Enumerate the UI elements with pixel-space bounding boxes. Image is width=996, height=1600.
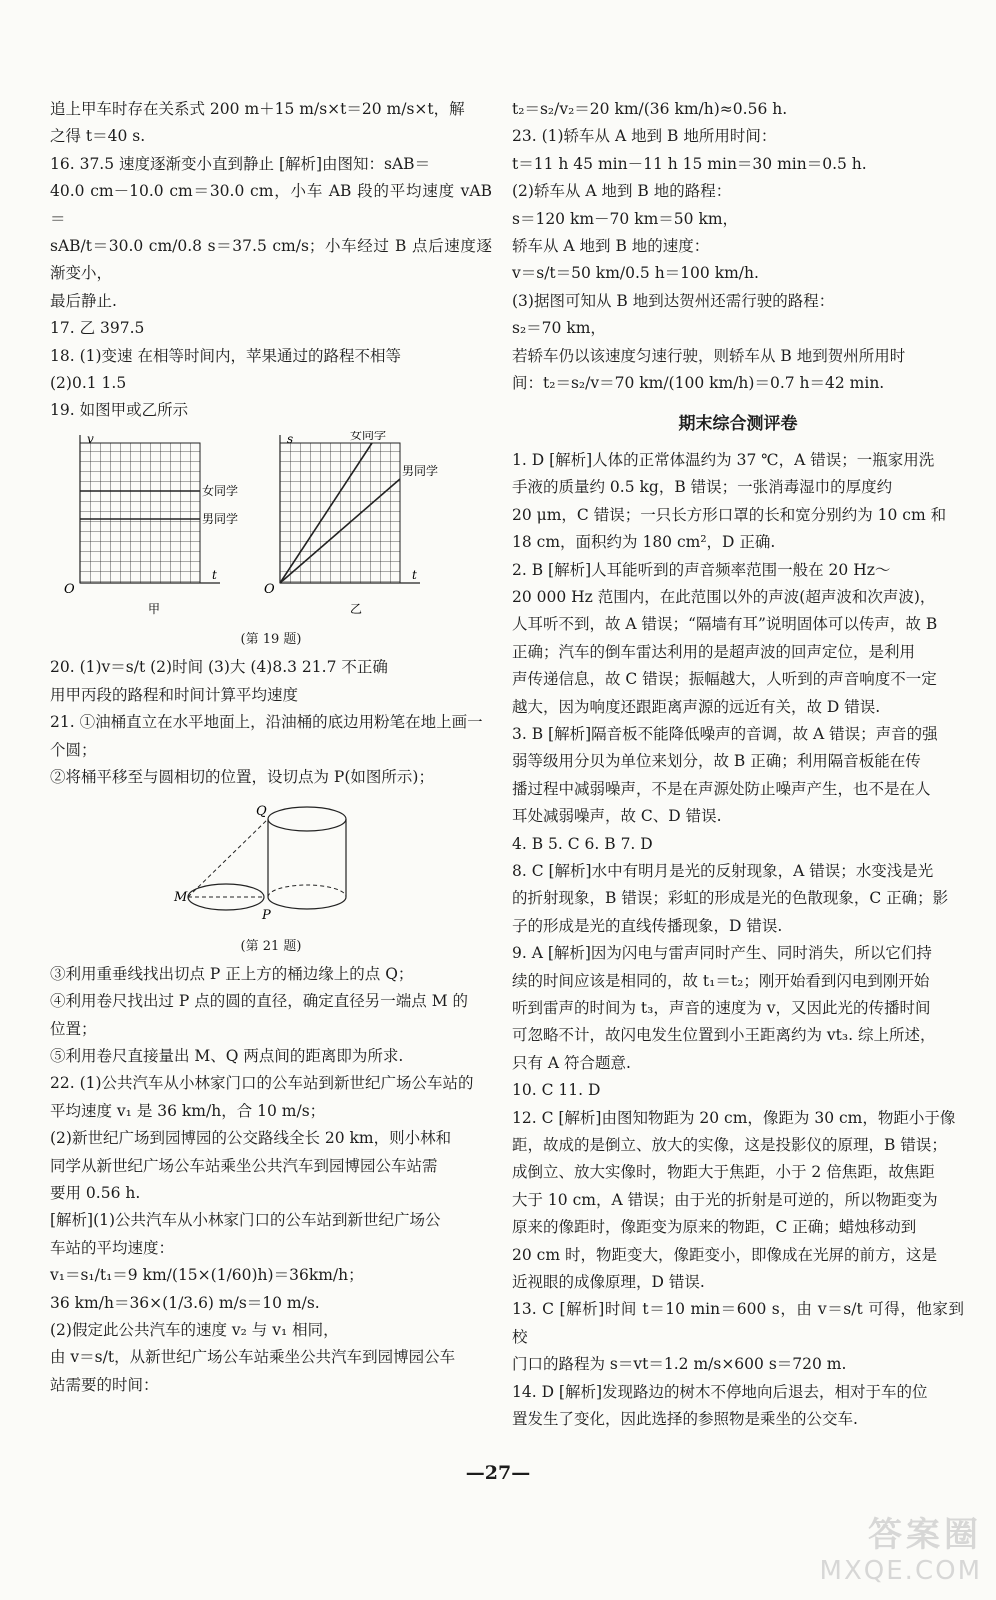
- subfig-label-jia: 甲: [148, 601, 161, 616]
- text-line: 平均速度 v₁ 是 36 km/h，合 10 m/s；: [50, 1101, 326, 1120]
- right-column: [512, 96, 964, 1434]
- axis-label-t: t: [212, 567, 217, 582]
- point-M-label: M: [174, 890, 188, 906]
- origin-label: O: [264, 581, 275, 597]
- text-line: 23. (1)轿车从 A 地到 B 地所用时间：: [512, 127, 777, 146]
- text-line: 13. C [解析]时间 t＝10 min＝600 s，由 v＝s/t 可得，他家到校: [512, 1300, 964, 1346]
- text-line: 置发生了变化，因此选择的参照物是乘坐的公交车.: [512, 1410, 858, 1429]
- text-line: ⑤利用卷尺直接量出 M、Q 两点间的距离即为所求.: [50, 1046, 404, 1065]
- text-line: 18. (1)变速 在相等时间内，苹果通过的路程不相等: [50, 346, 401, 365]
- text-line: t₂＝s₂/v₂＝20 km/(36 km/h)≈0.56 h.: [512, 100, 788, 118]
- text-line: 追上甲车时存在关系式 200 m＋15 m/s×t＝20 m/s×t，解: [50, 100, 465, 118]
- text-line: 若轿车仍以该速度匀速行驶，则轿车从 B 地到贺州所用时: [512, 346, 906, 365]
- text-line: (2)假定此公共汽车的速度 v₂ 与 v₁ 相同，: [50, 1321, 339, 1339]
- text-line: 距，故成的是倒立、放大的实像，这是投影仪的原理，B 错误；: [512, 1136, 947, 1155]
- figure-19-caption: (第 19 题): [240, 632, 302, 648]
- text-line: 声传递信息，故 C 错误；振幅越大，人听到的声音响度不一定: [512, 670, 937, 689]
- text-line: 20 μm，C 错误；一只长方形口罩的长和宽分别约为 10 cm 和: [512, 505, 947, 524]
- text-line: 18 cm，面积约为 180 cm²，D 正确.: [512, 533, 776, 552]
- text-line: ③利用重垂线找出切点 P 正上方的桶边缘上的点 Q；: [50, 964, 414, 983]
- text-line: 要用 0.56 h.: [50, 1183, 141, 1202]
- text-line: 大于 10 cm，A 错误；由于光的折射是可逆的，所以物距变为: [512, 1190, 938, 1209]
- text-line: 间：t₂＝s₂/v＝70 km/(100 km/h)＝0.7 h＝42 min.: [512, 374, 885, 393]
- text-line: 手液的质量约 0.5 kg，B 错误；一张消毒湿巾的厚度约: [512, 478, 893, 497]
- text-line: 1. D [解析]人体的正常体温约为 37 ℃，A 错误；一瓶家用洗: [512, 450, 935, 469]
- figure-21: [50, 797, 492, 956]
- text-line: 最后静止.: [50, 291, 117, 310]
- watermark-url: MXQE.COM: [819, 1556, 982, 1586]
- figure-19: [50, 431, 492, 650]
- text-line: v₁＝s₁/t₁＝9 km/(15×(1/60)h)＝36km/h；: [50, 1266, 364, 1285]
- text-line: 14. D [解析]发现路边的树木不停地向后退去，相对于车的位: [512, 1382, 928, 1401]
- text-line: 19. 如图甲或乙所示: [50, 401, 189, 420]
- text-line: 听到雷声的时间为 t₃，声音的速度为 v，又因此光的传播时间: [512, 999, 931, 1017]
- text-line: v＝s/t＝50 km/0.5 h＝100 km/h.: [512, 264, 759, 283]
- text-line: ②将桶平移至与圆相切的位置，设切点为 P(如图所示)；: [50, 767, 434, 786]
- text-line: (2)0.1 1.5: [50, 374, 127, 393]
- text-line: 2. B [解析]人耳能听到的声音频率范围一般在 20 Hz～: [512, 560, 891, 579]
- section-title: 期末综合测评卷: [678, 414, 798, 435]
- text-line: 10. C 11. D: [512, 1081, 601, 1100]
- text-line: 近视眼的成像原理，D 错误.: [512, 1273, 705, 1292]
- axis-label-t: t: [412, 567, 417, 582]
- point-Q-label: Q: [256, 804, 267, 820]
- text-line: 用甲丙段的路程和时间计算平均速度: [50, 685, 299, 704]
- text-line: (3)据图可知从 B 地到达贺州还需行驶的路程：: [512, 291, 835, 310]
- subfig-label-yi: 乙: [350, 601, 363, 616]
- text-line: 只有 A 符合题意.: [512, 1053, 631, 1072]
- watermark-logo: [820, 1507, 982, 1586]
- point-P-label: P: [262, 908, 271, 924]
- text-line: 21. ①油桶直立在水平地面上，沿油桶的底边用粉笔在地上画一: [50, 713, 483, 732]
- text-line: 个圆；: [50, 740, 97, 759]
- graph-yi: [264, 431, 438, 616]
- label-female: 女同学: [202, 483, 239, 498]
- text-line: 的折射现象，B 错误；彩虹的形成是光的色散现象，C 正确；影: [512, 889, 949, 908]
- text-line: 同学从新世纪广场公车站乘坐公共汽车到园博园公车站需: [50, 1156, 438, 1175]
- text-line: 22. (1)公共汽车从小林家门口的公车站到新世纪广场公车站的: [50, 1074, 474, 1093]
- text-line: 轿车从 A 地到 B 地的速度：: [512, 237, 710, 256]
- text-line: 40.0 cm－10.0 cm＝30.0 cm，小车 AB 段的平均速度 vAB＝: [50, 182, 492, 228]
- text-line: [解析](1)公共汽车从小林家门口的公车站到新世纪广场公: [50, 1211, 441, 1230]
- text-line: 8. C [解析]水中有明月是光的反射现象，A 错误；水变浅是光: [512, 861, 934, 880]
- label-male: 男同学: [402, 463, 439, 478]
- text-line: 20 000 Hz 范围内，在此范围以外的声波(超声波和次声波)，: [512, 587, 936, 606]
- text-line: 原来的像距时，像距变为原来的物距，C 正确；蜡烛移动到: [512, 1218, 917, 1237]
- text-line: 播过程中减弱噪声，不是在声源处防止噪声产生，也不是在人: [512, 779, 931, 798]
- figure-21-diagram: [50, 797, 490, 927]
- text-line: sAB/t＝30.0 cm/0.8 s＝37.5 cm/s；小车经过 B 点后速度逐渐变小，: [50, 237, 492, 283]
- text-line: 之得 t＝40 s.: [50, 127, 146, 146]
- text-line: 4. B 5. C 6. B 7. D: [512, 834, 653, 853]
- text-line: 越大，因为响度还跟距离声源的远近有关，故 D 错误.: [512, 697, 881, 716]
- text-line: s＝120 km－70 km＝50 km，: [512, 209, 739, 228]
- text-line: 成倒立、放大实像时，物距大于焦距，小于 2 倍焦距，故焦距: [512, 1163, 935, 1182]
- figure-21-caption: (第 21 题): [240, 938, 302, 954]
- text-line: 站需要的时间：: [50, 1375, 159, 1394]
- text-line: 12. C [解析]由图知物距为 20 cm，像距为 30 cm，物距小于像: [512, 1108, 956, 1127]
- left-column: [50, 96, 492, 1399]
- text-line: 17. 乙 397.5: [50, 319, 145, 338]
- text-line: ④利用卷尺找出过 P 点的圆的直径，确定直径另一端点 M 的: [50, 992, 469, 1011]
- text-line: 9. A [解析]因为闪电与雷声同时产生、同时消失，所以它们持: [512, 944, 932, 963]
- text-line: 由 v＝s/t，从新世纪广场公车站乘坐公共汽车到园博园公车: [50, 1348, 456, 1367]
- text-line: 弱等级用分贝为单位来划分，故 B 正确；利用隔音板能在传: [512, 752, 921, 771]
- text-line: (2)轿车从 A 地到 B 地的路程：: [512, 182, 732, 201]
- text-line: 车站的平均速度：: [50, 1238, 175, 1257]
- text-line: 门口的路程为 s＝vt＝1.2 m/s×600 s＝720 m.: [512, 1355, 847, 1374]
- text-line: 36 km/h＝36×(1/3.6) m/s＝10 m/s.: [50, 1293, 320, 1312]
- text-line: 16. 37.5 速度逐渐变小直到静止 [解析]由图知：sAB＝: [50, 154, 431, 173]
- text-line: 子的形成是光的直线传播现象，D 错误.: [512, 916, 783, 935]
- text-line: s₂＝70 km，: [512, 319, 606, 338]
- text-line: 正确；汽车的倒车雷达利用的是超声波的回声定位，是利用: [512, 642, 916, 661]
- text-line: 20 cm 时，物距变大，像距变小，即像成在光屏的前方，这是: [512, 1245, 937, 1264]
- text-line: 人耳听不到，故 A 错误；“隔墙有耳”说明固体可以传声，故 B: [512, 615, 938, 634]
- label-male: 男同学: [202, 511, 239, 526]
- axis-label-s: s: [287, 431, 294, 446]
- watermark-title: 答案圈: [868, 1515, 982, 1555]
- figure-19-graphs: [50, 431, 490, 621]
- label-female: 女同学: [350, 430, 387, 442]
- text-line: (2)新世纪广场到园博园的公交路线全长 20 km，则小林和: [50, 1129, 452, 1148]
- text-line: 20. (1)v＝s/t (2)时间 (3)大 (4)8.3 21.7 不正确: [50, 658, 388, 677]
- origin-label: O: [64, 581, 75, 597]
- text-line: 可忽略不计，故闪电发生位置到小王距离约为 vt₃. 综上所述，: [512, 1026, 936, 1045]
- text-line: 续的时间应该是相同的，故 t₁＝t₂；刚开始看到闪电到刚开始: [512, 971, 930, 990]
- text-line: 位置；: [50, 1019, 97, 1038]
- text-line: t＝11 h 45 min－11 h 15 min＝30 min＝0.5 h.: [512, 154, 867, 173]
- graph-jia: [64, 432, 238, 616]
- text-line: 耳处减弱噪声，故 C、D 错误.: [512, 807, 722, 826]
- axis-label-v: v: [87, 431, 94, 446]
- text-line: 3. B [解析]隔音板不能降低噪声的音调，故 A 错误；声音的强: [512, 724, 938, 743]
- page-number: —27—: [465, 1462, 531, 1484]
